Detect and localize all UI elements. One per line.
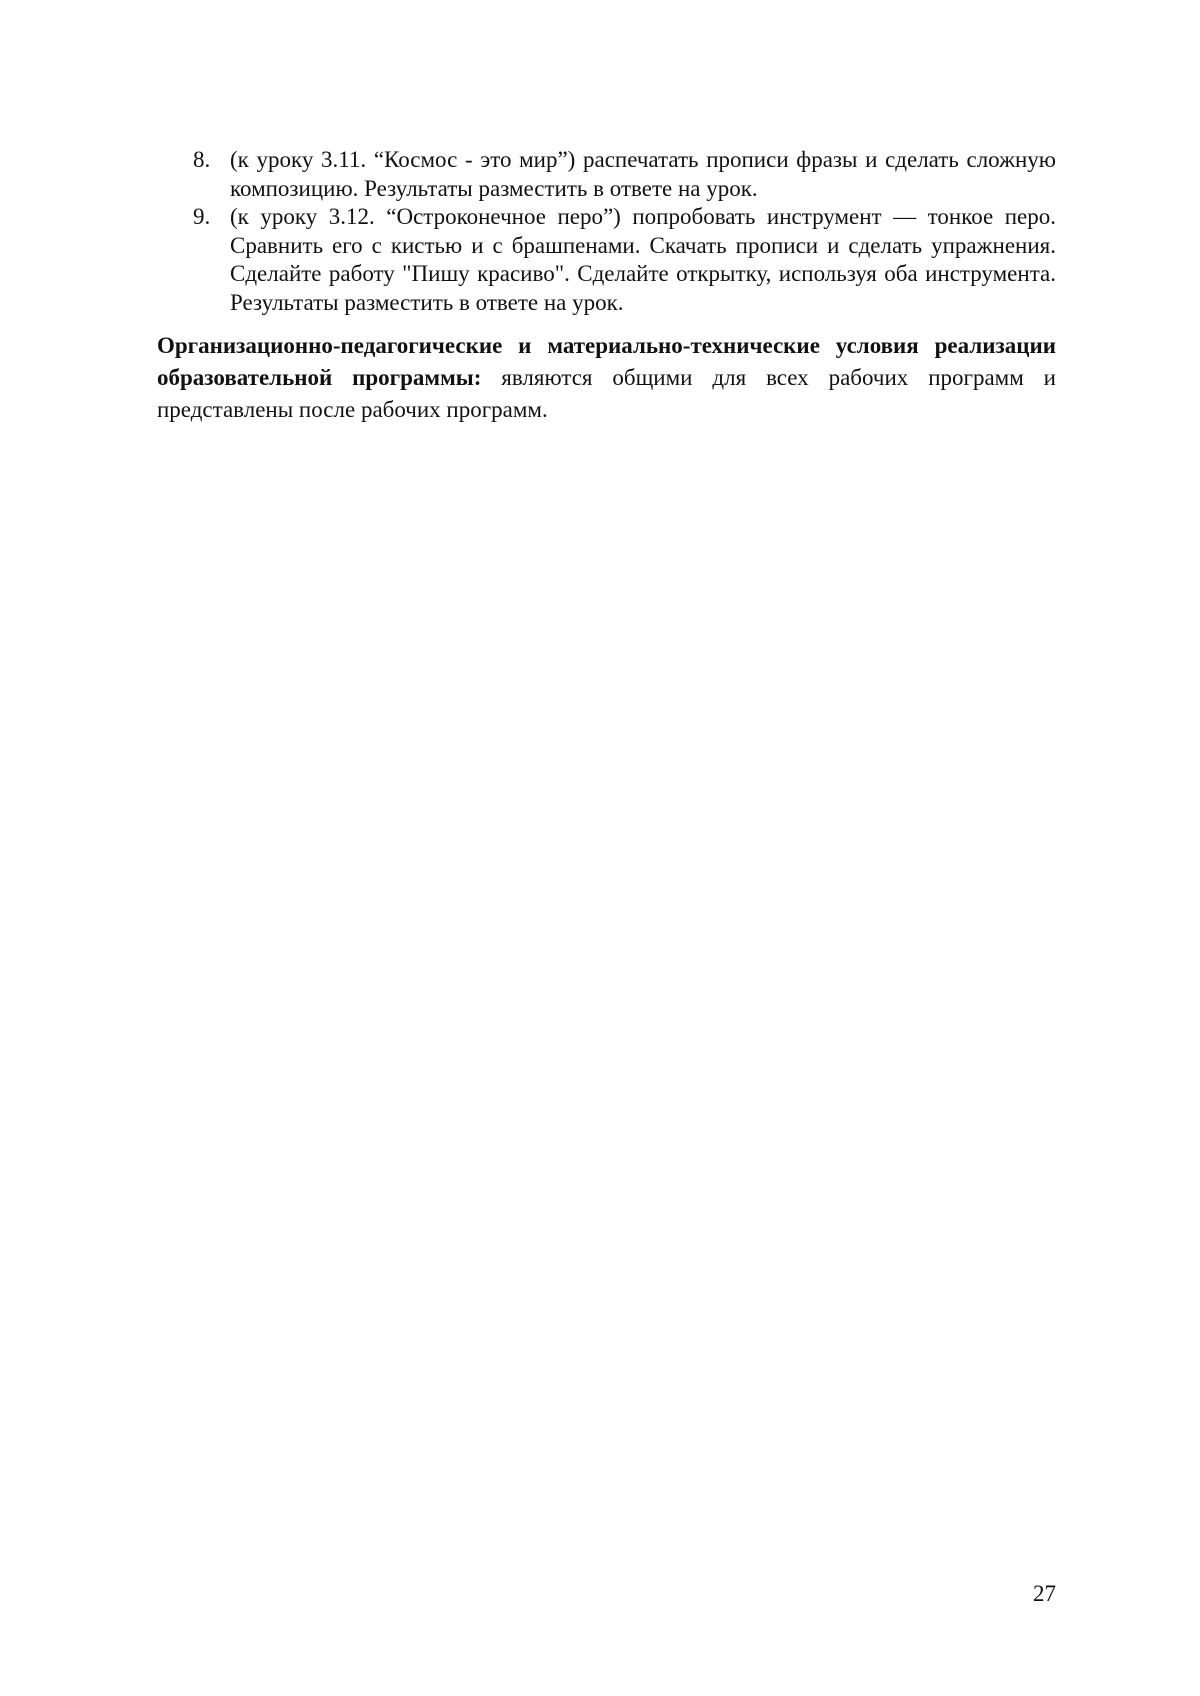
list-item	[157, 146, 1056, 203]
section-heading: Организационно-педагогические и материально-технические условия реализации образовательной программы:	[157, 333, 1056, 390]
section-body: являются общими для всех рабочих программ и представлены после рабочих программ.	[157, 365, 1056, 422]
list-item	[157, 203, 1056, 317]
task-list	[157, 146, 1056, 317]
list-item-text: (к уроку 3.12. “Остроконечное перо”) попробовать инструмент — тонкое перо. Сравнить его с кистью и с брашпенами. Скачать прописи и сделать упражнения. Сделайте работу "Пишу красиво". Сделайте открытку, используя оба инструмента. Результаты разместить в ответе на урок.	[230, 204, 1056, 315]
list-item-text: (к уроку 3.11. “Космос - это мир”) распечатать прописи фразы и сделать сложную композицию. Результаты разместить в ответе на урок.	[230, 147, 1056, 201]
conditions-paragraph	[157, 330, 1056, 426]
page-number: 27	[1033, 1581, 1056, 1606]
list-item-number: 9.	[193, 204, 211, 229]
list-item-number: 8.	[193, 147, 211, 172]
